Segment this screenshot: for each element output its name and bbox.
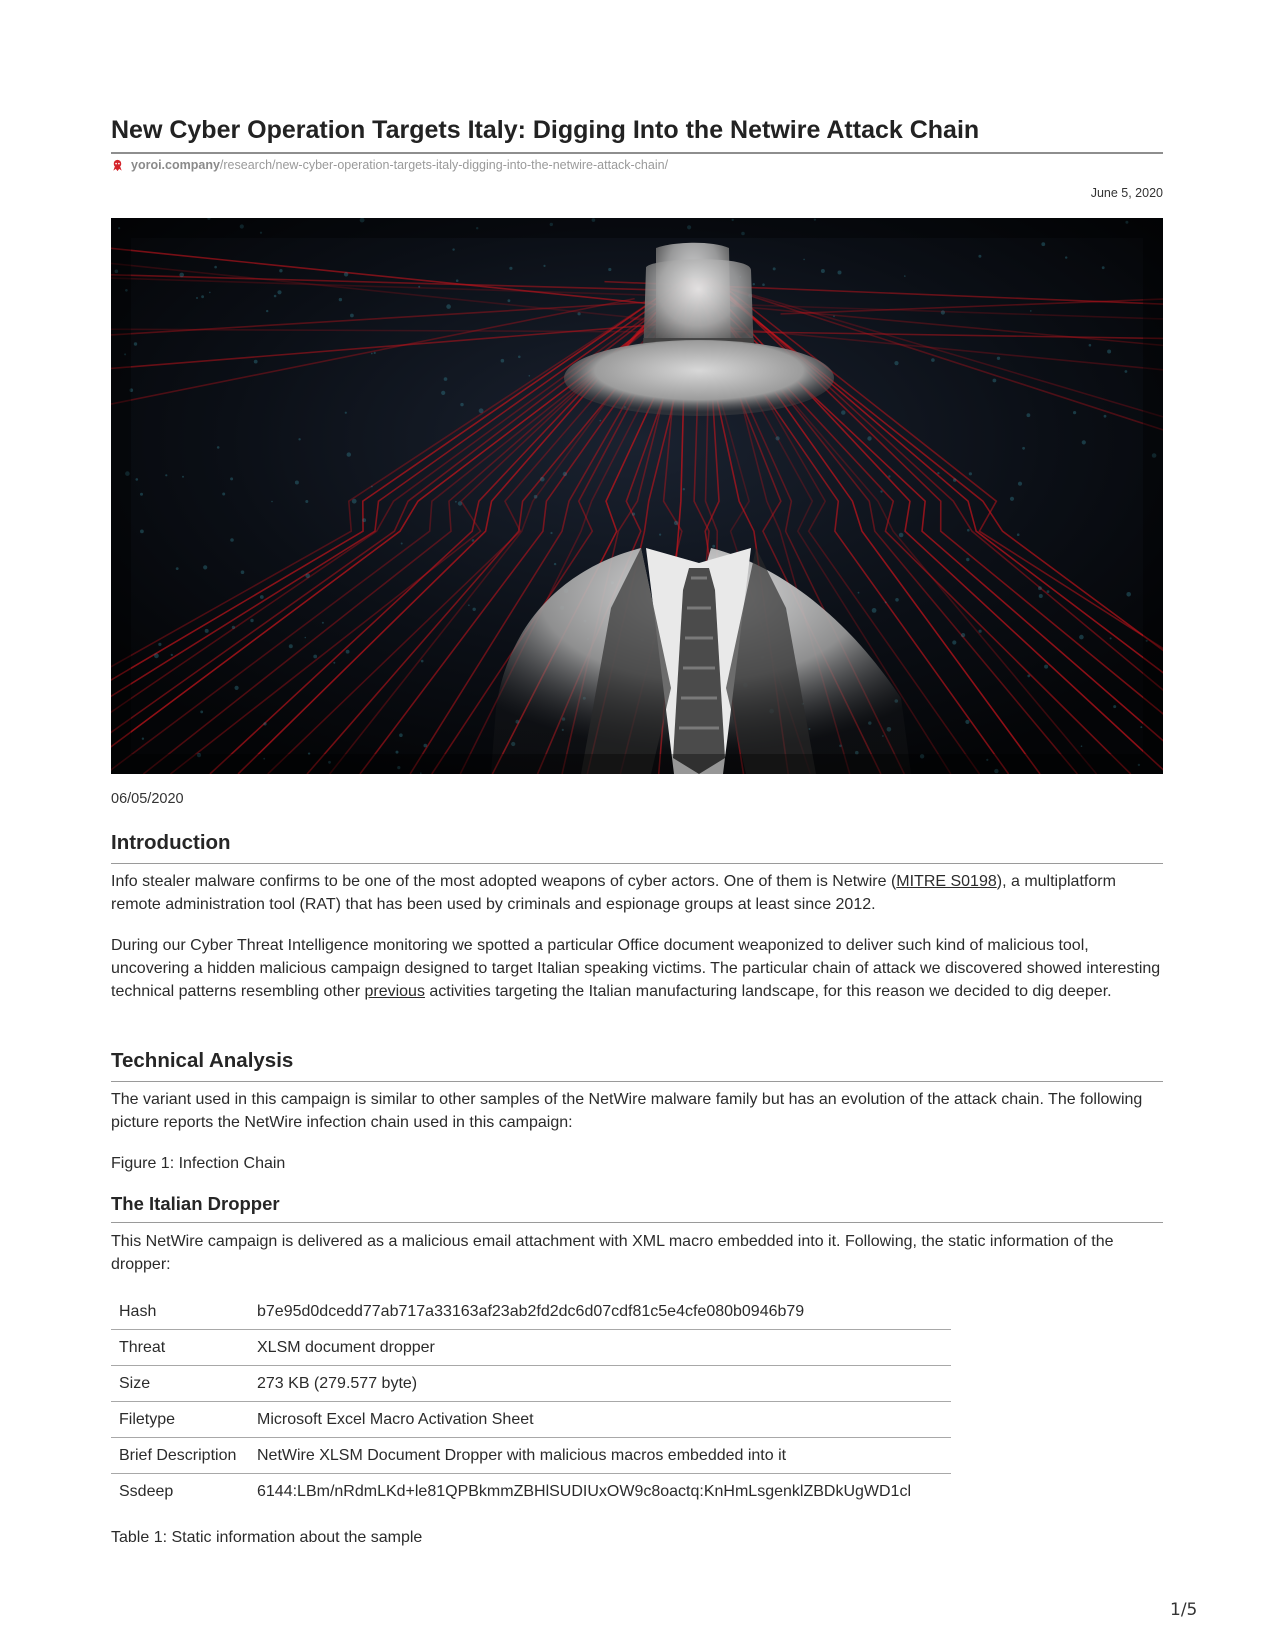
table-row [111, 1474, 951, 1510]
circuit-dot [472, 539, 475, 542]
circuit-dot [1104, 415, 1107, 418]
circuit-dot [254, 360, 258, 364]
circuit-dot [455, 501, 457, 503]
circuit-dot [599, 420, 601, 422]
figure-caption: Figure 1: Infection Chain [111, 1155, 286, 1172]
circuit-dot [967, 529, 970, 532]
circuit-dot [214, 266, 217, 269]
circuit-dot [444, 377, 448, 381]
table-key: Ssdeep [119, 1482, 174, 1500]
circuit-dot [534, 495, 538, 499]
circuit-dot [298, 438, 300, 440]
circuit-dot [965, 720, 969, 724]
circuit-dot [158, 643, 161, 646]
circuit-dot [712, 545, 715, 548]
circuit-dot [230, 477, 233, 480]
circuit-dot [608, 268, 611, 271]
circuit-dot [371, 353, 373, 355]
table-value: 273 KB (279.577 byte) [249, 1366, 951, 1402]
circuit-dot [205, 629, 209, 633]
circuit-dot [1030, 310, 1032, 312]
intro-paragraph-1: Info stealer malware confirms to be one of the most adopted weapons of cyber actors. One of them is Netwire (MITRE S0198), a multiplatform remote administration tool (RAT) that has been used by criminals and espionage groups at least since 2012. [111, 873, 1116, 913]
static-info-table [111, 1294, 951, 1509]
circuit-dot [563, 472, 567, 476]
circuit-dot [1082, 440, 1086, 444]
circuit-dot [140, 493, 143, 496]
circuit-dot [196, 297, 198, 299]
circuit-dot [899, 533, 904, 538]
circuit-dot [399, 733, 403, 737]
circuit-dot [1073, 411, 1076, 414]
circuit-dot [456, 279, 459, 282]
circuit-dot [260, 595, 264, 599]
circuit-dot [289, 644, 293, 648]
circuit-dot [1027, 413, 1031, 417]
circuit-dot [371, 486, 373, 488]
circuit-dot [773, 267, 776, 270]
circuit-dot [858, 592, 860, 594]
yoroi-logo-icon [111, 159, 124, 172]
circuit-dot [339, 298, 342, 301]
circuit-dot [550, 532, 552, 534]
circuit-dot [344, 272, 348, 276]
circuit-dot [978, 255, 981, 258]
page-number: 1/5 [1170, 1600, 1198, 1620]
hacker-illustration [111, 218, 1163, 774]
technical-analysis-paragraph: The variant used in this campaign is similar to other samples of the NetWire malware family but has an evolution of the attack chain. The following picture reports the NetWire infection chain used in this campaign: [111, 1091, 1143, 1131]
table-value: Microsoft Excel Macro Activation Sheet [249, 1402, 951, 1438]
circuit-dot [674, 521, 678, 525]
circuit-dot [1041, 242, 1045, 246]
circuit-dot [154, 653, 159, 658]
circuit-dot [821, 269, 825, 273]
circuit-dot [872, 608, 877, 613]
circuit-dot [1010, 497, 1014, 501]
circuit-dot [1017, 533, 1020, 536]
circuit-dot [803, 259, 805, 261]
circuit-dot [179, 273, 184, 278]
circuit-dot [176, 567, 179, 570]
circuit-dot [753, 283, 755, 285]
circuit-dot [209, 292, 211, 294]
circuit-dot [894, 361, 898, 365]
table-caption: Table 1: Static information about the sample [111, 1529, 423, 1546]
circuit-dot [274, 295, 277, 298]
circuit-dot [479, 408, 484, 413]
circuit-dot [885, 601, 887, 603]
circuit-dot [374, 352, 376, 354]
circuit-dot [222, 493, 225, 496]
circuit-dot [421, 660, 424, 663]
circuit-dot [203, 565, 207, 569]
circuit-dot [1113, 705, 1116, 708]
section-heading-introduction: Introduction [111, 829, 1163, 864]
circuit-dot [508, 299, 511, 302]
circuit-dot [140, 530, 144, 534]
circuit-dot [1102, 266, 1105, 269]
circuit-dot [1038, 586, 1042, 590]
circuit-dot [1022, 447, 1025, 450]
table-key: Hash [111, 1294, 249, 1330]
circuit-dot [1140, 726, 1142, 728]
circuit-dot [997, 357, 1000, 360]
circuit-dot [578, 312, 581, 315]
circuit-dot [1089, 344, 1092, 347]
circuit-dot [277, 290, 281, 294]
circuit-dot [841, 410, 845, 414]
circuit-dot [540, 477, 545, 482]
circuit-dot [904, 275, 906, 277]
circuit-dot [1081, 745, 1083, 747]
circuit-dot [518, 356, 521, 359]
circuit-dot [352, 499, 357, 504]
circuit-dot [458, 501, 462, 505]
circuit-dot [993, 379, 997, 383]
circuit-dot [969, 472, 972, 475]
circuit-dot [1027, 675, 1030, 678]
circuit-dot [683, 488, 685, 490]
circuit-dot [1079, 635, 1084, 640]
circuit-dot [1065, 256, 1067, 258]
circuit-dot [501, 359, 505, 363]
circuit-dot [295, 481, 299, 485]
table-row [111, 1438, 951, 1474]
table-value: 6144:LBm/nRdmLKd+le81QPBkmmZBHlSUDIUxOW9c8oactq:KnHmLsgenklZBDkUgWD1cl [257, 1482, 911, 1500]
table-key: Filetype [111, 1402, 249, 1438]
circuit-dot [201, 295, 204, 298]
circuit-dot [134, 342, 137, 345]
circuit-dot [347, 452, 351, 456]
table-row [111, 1402, 951, 1438]
circuit-dot [460, 403, 463, 406]
circuit-dot [322, 622, 324, 624]
circuit-dot [182, 476, 184, 478]
circuit-dot [952, 640, 956, 644]
source-path: /research/new-cyber-operation-targets-italy-digging-into-the-netwire-attack-chain/ [219, 158, 669, 172]
circuit-dot [136, 478, 139, 481]
circuit-dot [762, 283, 765, 286]
circuit-dot [263, 722, 266, 725]
circuit-dot [362, 518, 366, 522]
circuit-dot [171, 654, 173, 656]
circuit-dot [305, 500, 308, 503]
circuit-dot [509, 267, 512, 270]
table-value: b7e95d0dcedd77ab717a33163af23ab2fd2dc6d07cdf81c5e4cfe080b0946b79 [249, 1294, 951, 1330]
circuit-dot [1047, 590, 1050, 593]
table-row [111, 1366, 951, 1402]
circuit-dot [937, 472, 939, 474]
circuit-dot [232, 626, 235, 629]
circuit-dot [529, 375, 531, 377]
circuit-dot [279, 269, 282, 272]
circuit-dot [217, 446, 220, 449]
circuit-dot [880, 490, 882, 492]
circuit-dot [142, 738, 144, 740]
circuit-dot [235, 686, 239, 690]
circuit-dot [468, 604, 470, 606]
circuit-dot [838, 271, 842, 275]
circuit-dot [961, 633, 965, 637]
circuit-dot [333, 662, 335, 664]
circuit-dot [418, 286, 420, 288]
table-value: NetWire XLSM Document Dropper with malicious macros embedded into it [249, 1438, 951, 1474]
circuit-dot [554, 563, 556, 565]
circuit-dot [1018, 482, 1022, 486]
circuit-dot [452, 248, 454, 250]
circuit-dot [305, 574, 310, 579]
circuit-dot [931, 358, 935, 362]
table-key: Brief Description [111, 1438, 249, 1474]
source-domain: yoroi.company [131, 158, 220, 172]
circuit-dot [424, 744, 428, 748]
section-heading-italian-dropper: The Italian Dropper [111, 1191, 1163, 1223]
circuit-dot [895, 598, 899, 602]
intro-paragraph-2: During our Cyber Threat Intelligence monitoring we spotted a particular Office document weaponized to deliver such kind of malicious tool, uncovering a hidden malicious campaign designed to target Italian speaking victims. The particular chain of attack we discovered showed interesting technical patterns resembling other previous activities targeting the Italian manufacturing landscape, for this reason we decided to dig deeper. [111, 937, 1161, 1000]
table-row [111, 1294, 951, 1330]
circuit-dot [1044, 665, 1048, 669]
table-row [111, 1330, 951, 1366]
circuit-dot [1039, 594, 1043, 598]
article-title: New Cyber Operation Targets Italy: Digging Into the Netwire Attack Chain [111, 113, 1163, 154]
circuit-dot [266, 310, 268, 312]
table-value: XLSM document dropper [249, 1330, 951, 1366]
previous-activities-link[interactable]: previous [364, 983, 425, 1000]
circuit-dot [271, 501, 273, 503]
circuit-dot [1125, 370, 1128, 373]
circuit-dot [446, 304, 451, 309]
circuit-dot [888, 475, 890, 477]
circuit-dot [941, 310, 945, 314]
circuit-dot [473, 608, 476, 611]
circuit-dot [345, 412, 347, 414]
circuit-dot [305, 637, 307, 639]
circuit-dot [441, 391, 445, 395]
table-key: Threat [111, 1330, 249, 1366]
circuit-dot [776, 436, 780, 440]
circuit-dot [867, 436, 871, 440]
circuit-dot [241, 570, 245, 574]
circuit-dot [632, 513, 635, 516]
circuit-dot [659, 534, 661, 536]
circuit-dot [833, 315, 835, 317]
circuit-dot [346, 650, 350, 654]
post-date: 06/05/2020 [111, 791, 184, 807]
circuit-dot [350, 314, 354, 318]
mitre-s0198-link[interactable]: MITRE S0198 [896, 873, 997, 890]
circuit-dot [966, 558, 969, 561]
dropper-paragraph: This NetWire campaign is delivered as a malicious email attachment with XML macro embedded into it. Following, the static information of the dropper: [111, 1233, 1114, 1273]
hero-image [111, 218, 1163, 774]
source-url[interactable] [111, 158, 668, 172]
circuit-dot [200, 711, 203, 714]
circuit-dot [313, 655, 317, 659]
circuit-dot [1126, 592, 1131, 597]
circuit-dot [230, 538, 234, 542]
circuit-dot [401, 543, 403, 545]
circuit-dot [250, 619, 253, 622]
published-date: June 5, 2020 [1090, 186, 1163, 200]
section-heading-technical-analysis: Technical Analysis [111, 1047, 1163, 1082]
circuit-dot [1110, 637, 1112, 639]
circuit-dot [543, 265, 545, 267]
circuit-dot [165, 474, 167, 476]
circuit-dot [1107, 350, 1111, 354]
circuit-dot [396, 751, 399, 754]
circuit-dot [953, 478, 956, 481]
circuit-dot [979, 630, 982, 633]
table-key: Size [111, 1366, 249, 1402]
